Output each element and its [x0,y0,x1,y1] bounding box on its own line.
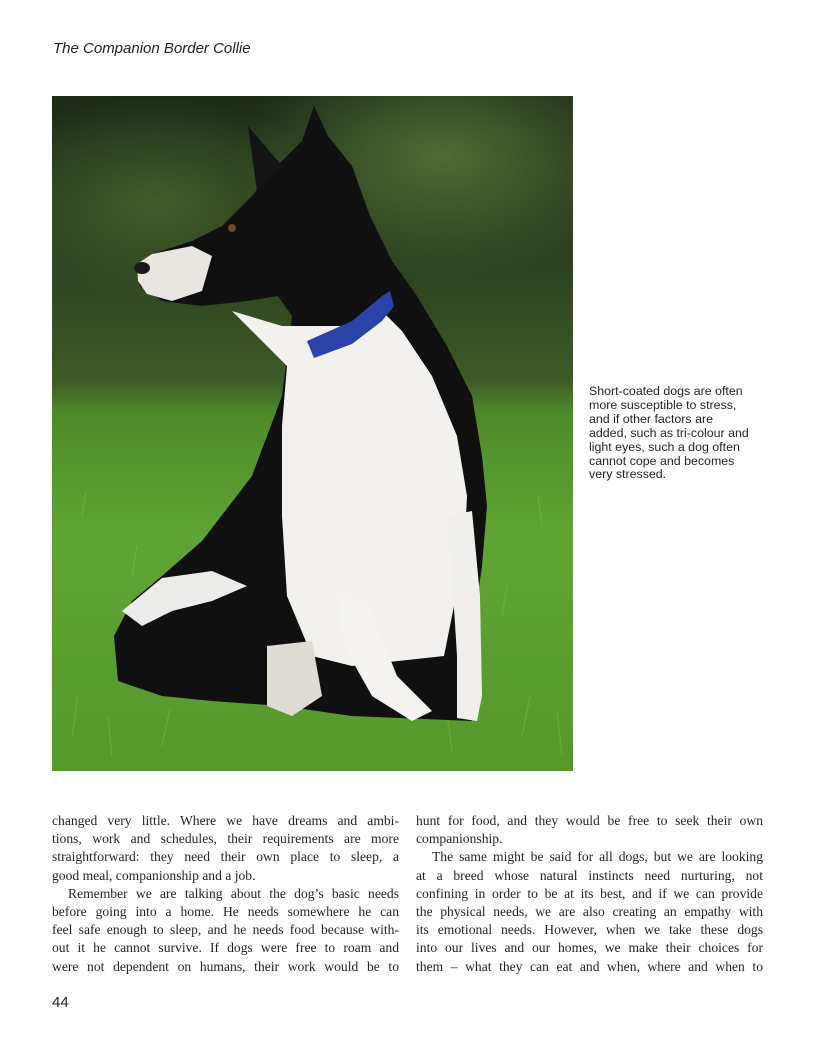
body-line: feel safe enough to sleep, and he needs food because with- [52,922,399,938]
body-line: tions, work and schedules, their requirements are more [52,831,399,847]
body-line: at a breed whose natural instincts need nurturing, not [416,867,763,883]
body-line: out it he cannot survive. If dogs were free to roam and [52,940,399,956]
body-line: them – what they can eat and when, where and when to [416,958,763,974]
body-line: into our lives and our homes, we make their choices for [416,940,763,956]
caption-line: cannot cope and becomes [589,453,735,468]
body-line: confining in order to be at its best, and if we can provide [416,885,763,901]
caption-line: and if other factors are [589,411,713,426]
body-line: straightforward: they need their own place to sleep, a [52,849,399,865]
body-line: The same might be said for all dogs, but we are looking [432,849,763,865]
caption-line: added, such as tri-colour and [589,425,749,440]
figure-caption [589,385,774,482]
running-head: The Companion Border Collie [53,40,251,57]
body-line: its emotional needs. However, when we take these dogs [416,922,763,938]
body-column-left [52,812,399,976]
caption-line: Short-coated dogs are often [589,384,743,398]
body-line: changed very little. Where we have dreams and ambi- [52,813,399,828]
figure-photo [52,96,573,771]
body-line: good meal, companionship and a job. [52,867,256,883]
body-line: companionship. [416,831,503,847]
body-line: were not dependent on humans, their work would be to [52,958,399,974]
caption-line: very stressed. [589,467,667,482]
page-number: 44 [52,994,69,1011]
body-line: before going into a home. He needs somewhere he can [52,903,399,919]
body-line: the physical needs, we are also creating an empathy with [416,903,763,919]
body-column-right [416,812,763,976]
body-line: hunt for food, and they would be free to seek their own [416,813,763,828]
body-line: Remember we are talking about the dog’s basic needs [68,885,399,901]
caption-line: light eyes, such a dog often [589,439,740,454]
border-collie-photo [52,96,573,771]
caption-line: more susceptible to stress, [589,397,737,412]
